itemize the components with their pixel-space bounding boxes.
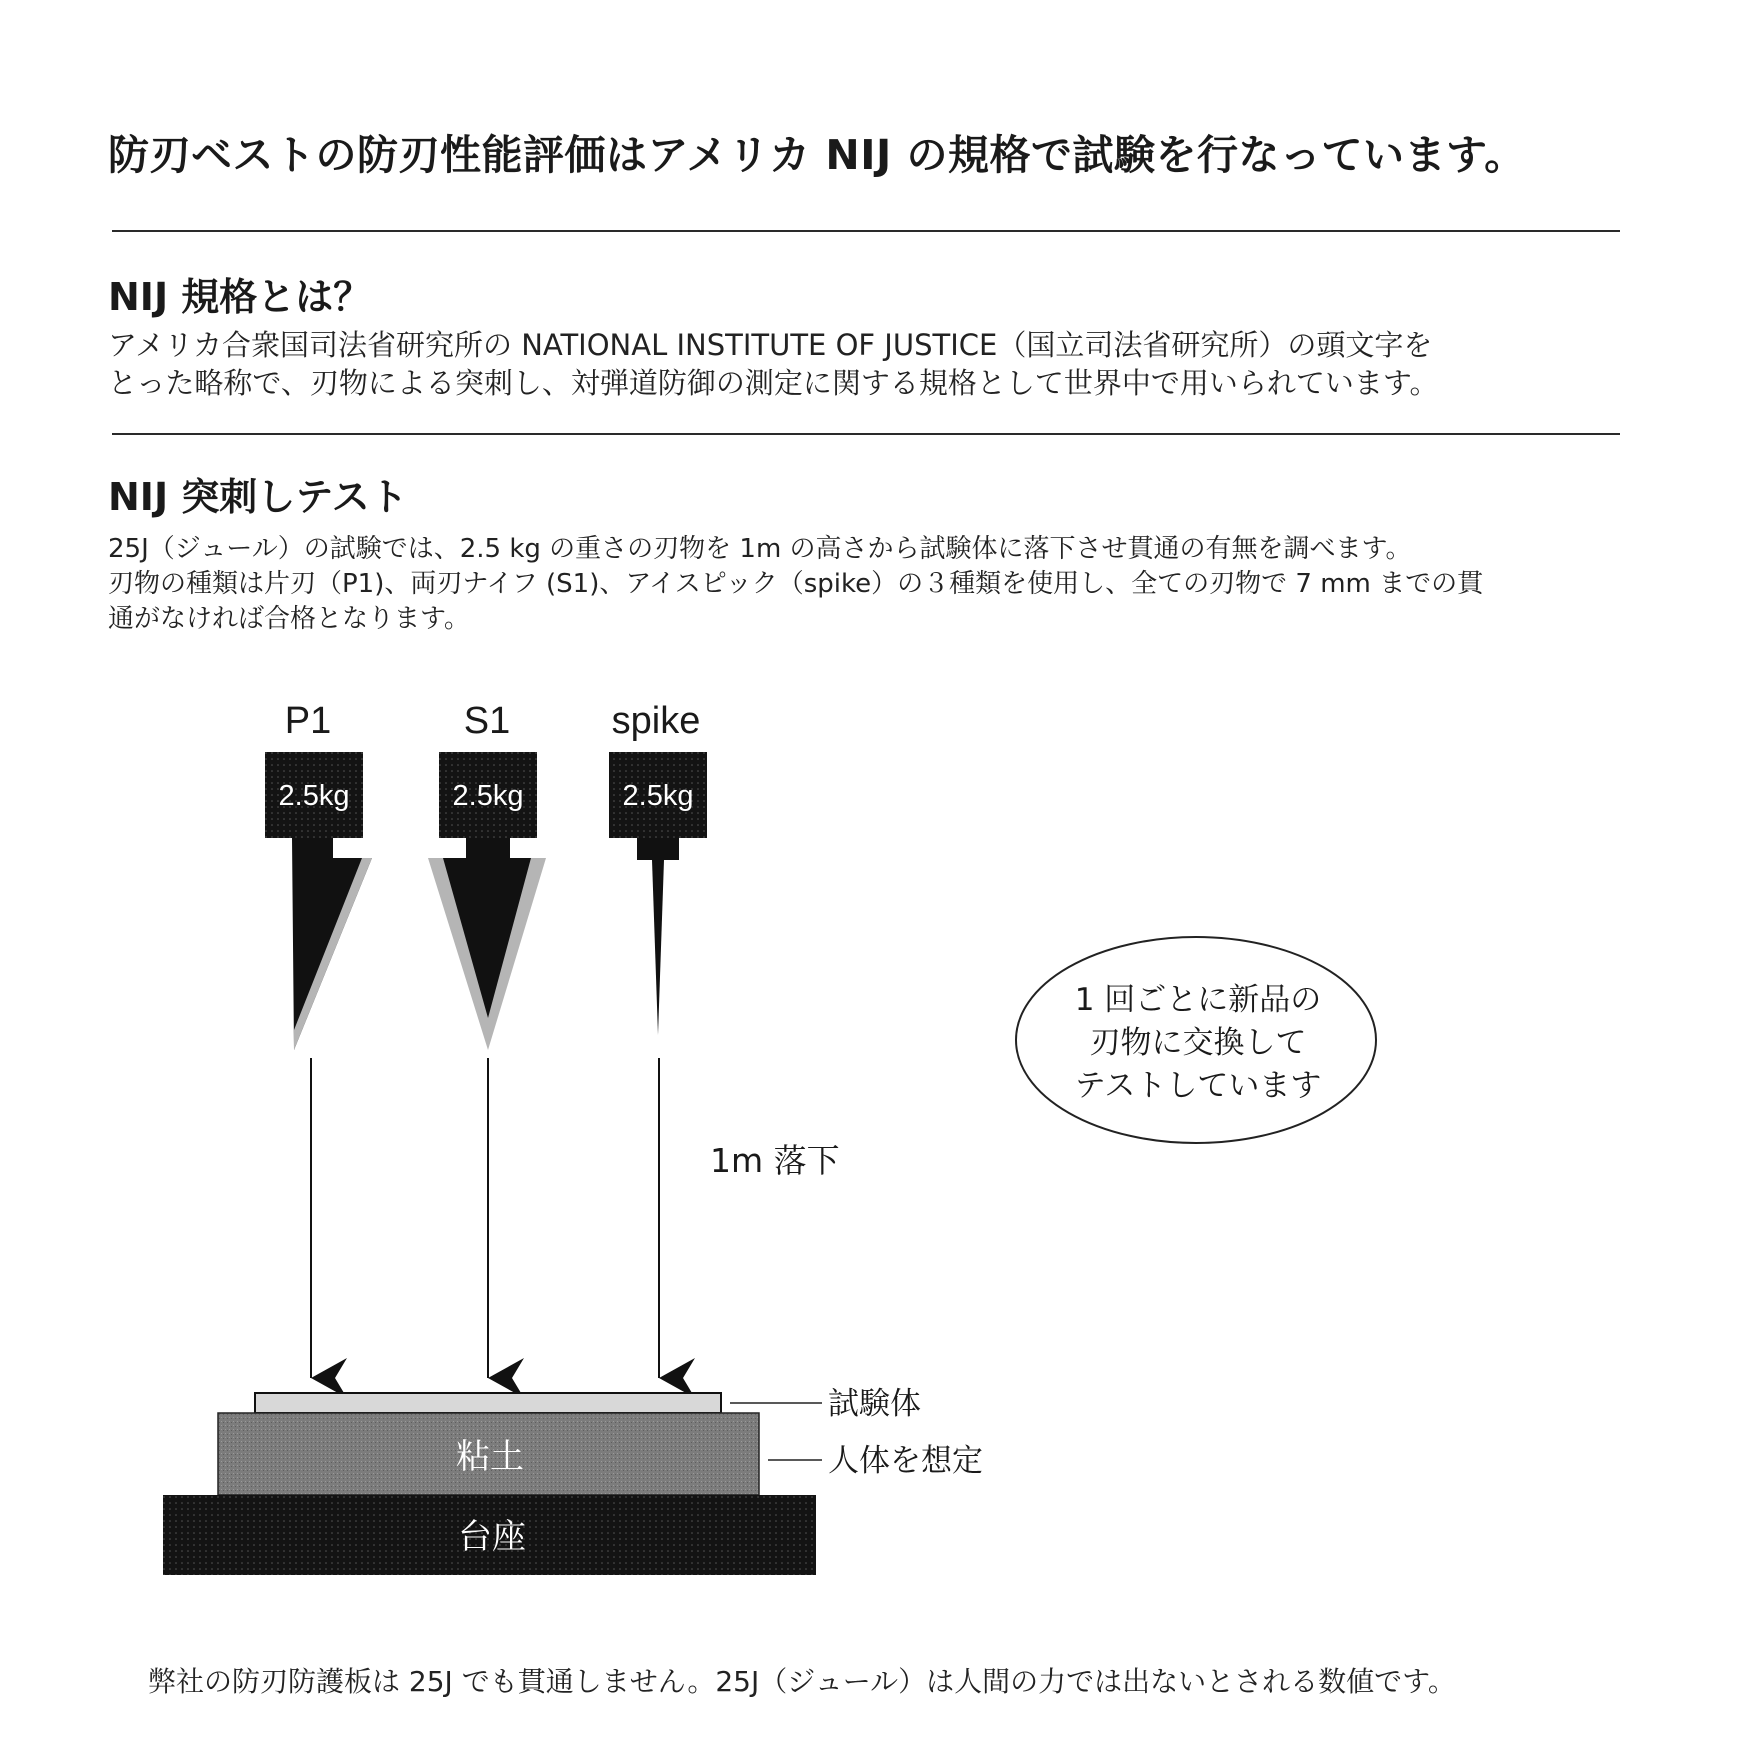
spike-pin xyxy=(652,860,664,1035)
section-stab-test-line-2: 刃物の種類は片刃（P1)、両刃ナイフ (S1)、アイスピック（spike）の３種類を使用し、全ての刃物で 7 mm までの貫 xyxy=(108,569,1484,599)
blade-label-p1: P1 xyxy=(284,700,332,742)
blade-label-spike: spike xyxy=(611,700,701,742)
section-nij-title: NIJ 規格とは？ xyxy=(108,275,372,319)
specimen-layer xyxy=(255,1393,721,1413)
weight-label-p1: 2.5kg xyxy=(278,780,350,812)
note-line-1: 1 回ごとに新品の xyxy=(1074,982,1322,1018)
specimen-label: 試験体 xyxy=(828,1386,921,1422)
weight-label-s1: 2.5kg xyxy=(452,780,524,812)
section-stab-test-line-1: 25J（ジュール）の試験では、2.5 kg の重さの刃物を 1m の高さから試験体に落下させ貫通の有無を調べます。 xyxy=(108,534,1412,564)
section-stab-test-title: NIJ 突刺しテスト xyxy=(108,475,408,519)
spike-handle xyxy=(637,838,679,860)
clay-note-label: 人体を想定 xyxy=(828,1443,983,1479)
section-stab-test-line-3: 通がなければ合格となります。 xyxy=(108,604,470,634)
footer-note: 弊社の防刃防護板は 25J でも貫通しません。25J（ジュール）は人間の力では出ないとされる数値です。 xyxy=(148,1665,1456,1698)
blade-tang-s1 xyxy=(466,838,510,858)
note-line-2: 刃物に交換して xyxy=(1089,1025,1307,1061)
note-line-3: テストしています xyxy=(1074,1068,1322,1104)
section-nij-line-1: アメリカ合衆国司法省研究所の NATIONAL INSTITUTE OF JUSTICE（国立司法省研究所）の頭文字を xyxy=(108,328,1433,362)
weight-label-spike: 2.5kg xyxy=(622,780,694,812)
drop-height-label: 1m 落下 xyxy=(710,1141,840,1180)
headline: 防刃ベストの防刃性能評価はアメリカ NIJ の規格で試験を行なっています。 xyxy=(108,131,1526,179)
section-nij-line-2: とった略称で、刃物による突刺し、対弾道防御の測定に関する規格として世界中で用いられています。 xyxy=(108,366,1439,400)
base-label: 台座 xyxy=(458,1517,526,1557)
clay-label: 粘土 xyxy=(456,1437,524,1477)
blade-label-s1: S1 xyxy=(463,700,511,742)
